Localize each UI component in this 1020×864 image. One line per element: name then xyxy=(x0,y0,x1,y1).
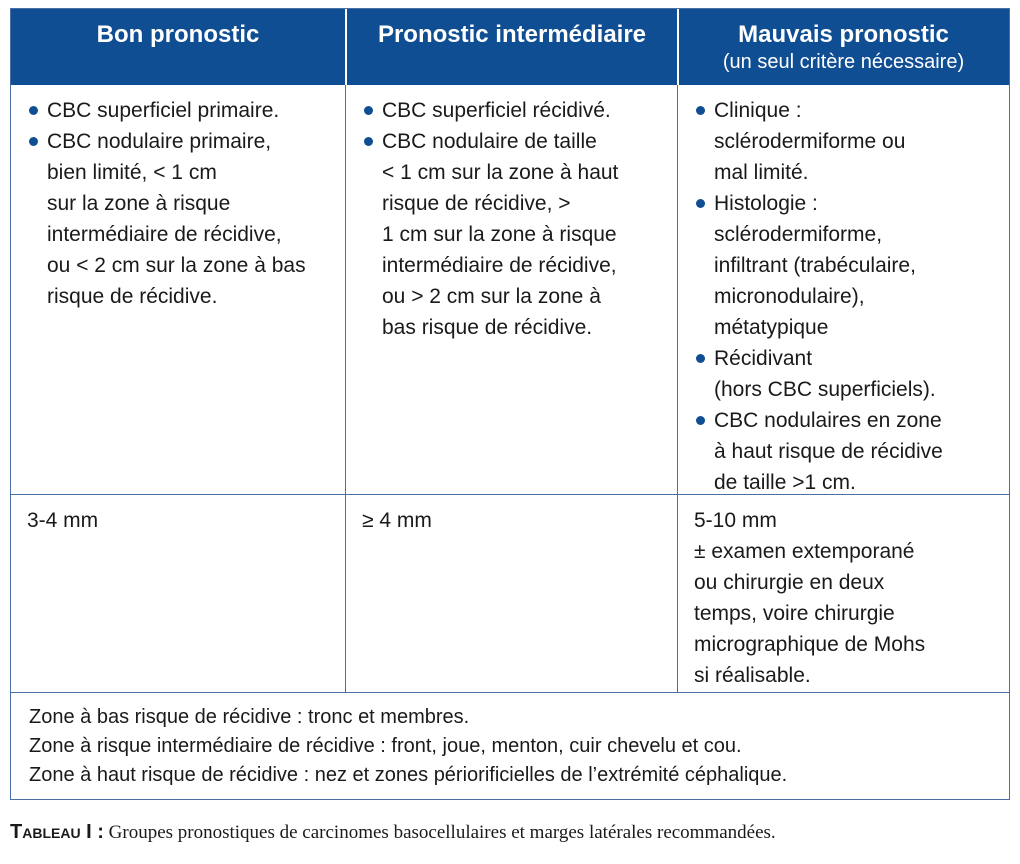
bullet-icon xyxy=(696,354,705,363)
table-header-row xyxy=(11,9,1009,85)
margin-cell-intermediate xyxy=(345,495,677,692)
criterion-item xyxy=(27,126,333,312)
margins-row xyxy=(11,495,1009,693)
criterion-line: intermédiaire de récidive, xyxy=(382,254,617,277)
criterion-line: micronodulaire), xyxy=(714,285,865,308)
criterion-line: ou > 2 cm sur la zone à xyxy=(382,285,601,308)
header-good-prognosis-label: Bon pronostic xyxy=(96,21,260,48)
criterion-line: < 1 cm sur la zone à haut xyxy=(382,161,619,184)
bullet-icon xyxy=(29,137,38,146)
caption-label: Tableau I : xyxy=(10,821,104,843)
header-poor-prognosis xyxy=(677,9,1008,85)
margin-cell-good xyxy=(11,495,345,692)
margin-line: micrographique de Mohs xyxy=(694,633,926,656)
margin-cell-poor xyxy=(677,495,1008,692)
criterion-line: Clinique : xyxy=(714,99,802,122)
criterion-line: Histologie : xyxy=(714,192,818,215)
header-poor-prognosis-subtitle: (un seul critère nécessaire) xyxy=(722,51,965,73)
criterion-line: CBC nodulaire de taille xyxy=(382,130,597,153)
criterion-line: risque de récidive, > xyxy=(382,192,571,215)
margin-line: ou chirurgie en deux xyxy=(694,571,885,594)
header-good-prognosis xyxy=(11,9,345,85)
criteria-list-good xyxy=(27,95,333,312)
bullet-icon xyxy=(696,416,705,425)
criterion-line: sclérodermiforme, xyxy=(714,223,883,246)
criterion-line: de taille >1 cm. xyxy=(714,471,856,494)
criterion-line: bien limité, < 1 cm xyxy=(47,161,217,184)
criterion-item xyxy=(362,95,665,126)
header-poor-prognosis-label: Mauvais pronostic xyxy=(738,21,949,48)
criterion-line: intermédiaire de récidive, xyxy=(47,223,282,246)
criteria-list-intermediate xyxy=(362,95,665,343)
criterion-line: CBC nodulaire primaire, xyxy=(47,130,272,153)
criterion-line: CBC superficiel récidivé. xyxy=(382,99,611,122)
margin-line: temps, voire chirurgie xyxy=(694,602,895,625)
criteria-cell-poor xyxy=(677,85,1008,494)
margin-line: 3-4 mm xyxy=(27,509,99,532)
margin-line: si réalisable. xyxy=(694,664,811,687)
criterion-item xyxy=(694,95,996,188)
criterion-line: Récidivant xyxy=(714,347,813,370)
note-high-risk-zone: Zone à haut risque de récidive : nez et zones périorificielles de l’extrémité céphalique. xyxy=(29,764,788,786)
criterion-line: risque de récidive. xyxy=(47,285,218,308)
margin-line: ± examen extemporané xyxy=(694,540,915,563)
bullet-icon xyxy=(696,106,705,115)
bullet-icon xyxy=(364,106,373,115)
criteria-cell-intermediate xyxy=(345,85,677,494)
criterion-line: bas risque de récidive. xyxy=(382,316,593,339)
criterion-item xyxy=(694,405,996,498)
criterion-line: sclérodermiforme ou xyxy=(714,130,906,153)
criteria-row xyxy=(11,85,1009,495)
zones-notes xyxy=(11,693,1009,799)
header-intermediate-prognosis-label: Pronostic intermédiaire xyxy=(377,21,647,48)
table-caption xyxy=(10,820,1010,845)
criteria-cell-good xyxy=(11,85,345,494)
note-intermediate-risk-zone: Zone à risque intermédiaire de récidive : front, joue, menton, cuir chevelu et cou. xyxy=(29,735,742,757)
zones-notes-row xyxy=(11,693,1009,799)
header-intermediate-prognosis xyxy=(345,9,677,85)
criterion-line: infiltrant (trabéculaire, xyxy=(714,254,916,277)
margin-line: ≥ 4 mm xyxy=(362,509,432,532)
criterion-line: ou < 2 cm sur la zone à bas xyxy=(47,254,306,277)
bullet-icon xyxy=(364,137,373,146)
criterion-line: métatypique xyxy=(714,316,829,339)
criterion-line: CBC superficiel primaire. xyxy=(47,99,280,122)
prognosis-table xyxy=(10,8,1010,800)
bullet-icon xyxy=(29,106,38,115)
criterion-line: à haut risque de récidive xyxy=(714,440,943,463)
criterion-line: sur la zone à risque xyxy=(47,192,231,215)
criterion-item xyxy=(27,95,333,126)
criterion-item xyxy=(362,126,665,343)
criterion-item xyxy=(694,343,996,405)
criterion-item xyxy=(694,188,996,343)
criterion-line: (hors CBC superficiels). xyxy=(714,378,936,401)
caption-text: Groupes pronostiques de carcinomes basocellulaires et marges latérales recommandées. xyxy=(103,822,776,843)
criterion-line: 1 cm sur la zone à risque xyxy=(382,223,617,246)
criterion-line: CBC nodulaires en zone xyxy=(714,409,942,432)
bullet-icon xyxy=(696,199,705,208)
note-low-risk-zone: Zone à bas risque de récidive : tronc et membres. xyxy=(29,706,470,728)
criteria-list-poor xyxy=(694,95,996,498)
criterion-line: mal limité. xyxy=(714,161,809,184)
margin-line: 5-10 mm xyxy=(694,509,777,532)
